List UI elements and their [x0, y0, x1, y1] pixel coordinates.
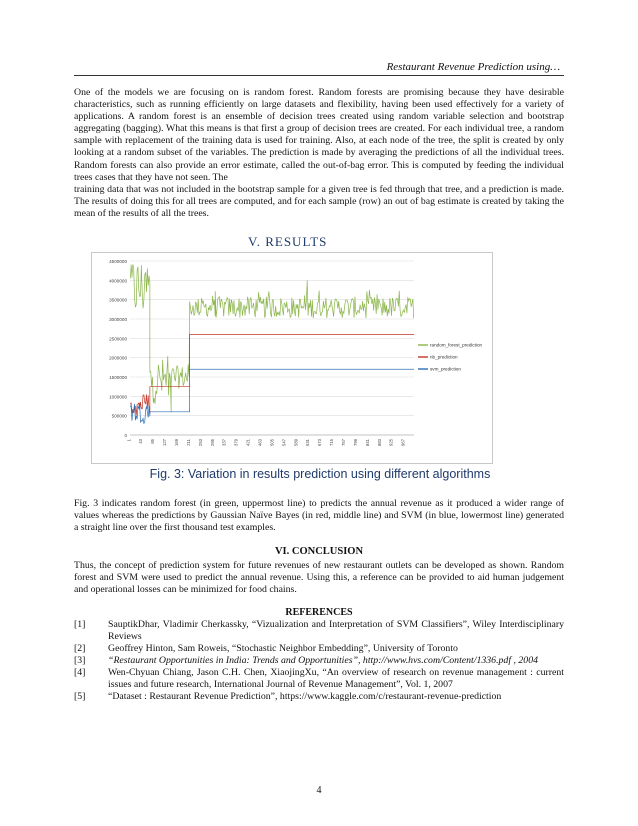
reference-text: “Restaurant Opportunities in India: Trends and Opportunities”, http://www.hvs.com/Content/1336.pdf , 2004	[108, 655, 538, 666]
running-header: Restaurant Revenue Prediction using…	[386, 61, 560, 73]
x-tick-label: 715	[329, 439, 335, 446]
conclusion-text: Thus, the concept of prediction system for future revenues of new restaurant outlets can be developed as shown. Random forest and SVM were used to predict the annual revenue. Using this, a reference can be provided to aid human judgement and operational losses can be minimized for food chains.	[74, 560, 564, 596]
y-tick-label: 3500000	[109, 297, 127, 303]
x-tick-label: 589	[293, 439, 299, 446]
x-tick-label: 379	[233, 439, 239, 446]
x-tick-label: 799	[352, 439, 358, 446]
x-tick-label: 547	[281, 439, 287, 446]
x-tick-label: 883	[376, 439, 382, 446]
chart-svg	[92, 253, 492, 463]
reference-number: [3]	[74, 655, 86, 666]
reference-text: SauptikDhar, Vladimir Cherkassky, “Vizualization and Interpretation of SVM Classifiers”, Wiley Interdisciplinary Reviews	[108, 619, 564, 642]
y-tick-label: 3000000	[109, 317, 127, 322]
reference-number: [4]	[74, 667, 86, 678]
conclusion-heading: VI. CONCLUSION	[274, 546, 364, 557]
reference-number: [5]	[74, 691, 86, 702]
y-tick-label: 2000000	[109, 355, 127, 361]
x-tick-label: 673	[317, 439, 323, 446]
reference-item	[74, 655, 564, 667]
reference-number: [1]	[74, 619, 86, 630]
y-tick-label: 1500000	[109, 375, 127, 380]
reference-list	[74, 619, 564, 703]
x-tick-label: 505	[269, 439, 275, 446]
x-tick-label: 841	[364, 439, 370, 446]
x-tick-label: 337	[221, 439, 227, 446]
x-tick-label: 631	[305, 439, 311, 446]
reference-text: Wen-Chyuan Chiang, Jason C.H. Chen, XiaojingXu, “An overview of research on revenue management : current issues and future research, International Journal of Revenue Management”, Vol. 1, 2007	[108, 667, 564, 690]
reference-item	[74, 619, 564, 643]
x-tick-label: 925	[388, 439, 394, 446]
y-tick-label: 0	[124, 433, 127, 438]
legend-label: svm_prediction	[430, 366, 461, 372]
x-tick-label: 295	[209, 439, 215, 446]
x-tick-label: 1	[126, 439, 132, 442]
figure-caption: Fig. 3: Variation in results prediction using different algorithms	[149, 467, 491, 481]
references-heading: REFERENCES	[285, 607, 353, 618]
results-chart	[91, 252, 493, 464]
legend-label: nb_prediction	[430, 354, 458, 360]
paragraph-oob: training data that was not included in the bootstrap sample for a given tree is fed through that tree, and a prediction is made. The results of doing this for all trees are computed, and for each sample (row) an out of bag estimate is created by taking the mean of the results of all the trees.	[74, 184, 564, 220]
x-tick-label: 127	[162, 439, 168, 446]
reference-text: Geoffrey Hinton, Sam Roweis, “Stochastic Neighbor Embedding”, University of Toronto	[108, 643, 458, 654]
x-tick-label: 463	[257, 439, 263, 446]
legend-label: random_forest_prediction	[430, 342, 483, 348]
page-number: 4	[316, 785, 322, 796]
x-tick-label: 757	[340, 439, 346, 446]
reference-item	[74, 643, 564, 655]
x-tick-label: 253	[197, 439, 203, 446]
reference-number: [2]	[74, 643, 86, 654]
y-tick-label: 4000000	[109, 278, 127, 284]
paragraph-random-forest: One of the models we are focusing on is random forest. Random forests are promising because they have desirable characteristics, such as running efficiently on large datasets and flexibility, having been used effectively for a variety of applications. A random forest is an ensemble of decision trees created using random variable selection and bootstrap aggregating (bagging). What this means is that first a group of decision trees are created. For each individual tree, a random sample with replacement of the training data is used for training. Also, at each node of the tree, the split is created by only looking at a random subset of the variables. The prediction is made by averaging the predictions of all the individual trees. Random forests can also provide an error estimate, called the out-of-bag error. This is computed by feeding the individual trees cases that they have not seen. The	[74, 87, 564, 183]
y-tick-label: 4500000	[109, 259, 127, 264]
y-tick-label: 1000000	[109, 394, 127, 400]
header-rule	[74, 75, 564, 76]
x-tick-label: 211	[185, 439, 191, 446]
x-tick-label: 421	[245, 439, 251, 446]
series-line-nb-prediction	[130, 334, 414, 415]
y-tick-label: 2500000	[109, 336, 127, 342]
x-tick-label: 43	[138, 439, 144, 444]
x-tick-label: 967	[400, 439, 406, 446]
reference-item	[74, 691, 564, 703]
x-tick-label: 169	[173, 439, 179, 446]
x-tick-label: 85	[150, 439, 156, 444]
figure-description: Fig. 3 indicates random forest (in green, uppermost line) to predicts the annual revenue as it produced a wider range of values whereas the predictions by Gaussian Naïve Bayes (in red, middle line) and SVM (in blue, lowermost line) generated a straight line over the first thousand test examples.	[74, 498, 564, 534]
y-tick-label: 500000	[111, 413, 127, 419]
results-heading: V. RESULTS	[248, 234, 328, 249]
reference-item	[74, 667, 564, 691]
reference-text: “Dataset : Restaurant Revenue Prediction”, https://www.kaggle.com/c/restaurant-revenue-prediction	[108, 691, 502, 702]
